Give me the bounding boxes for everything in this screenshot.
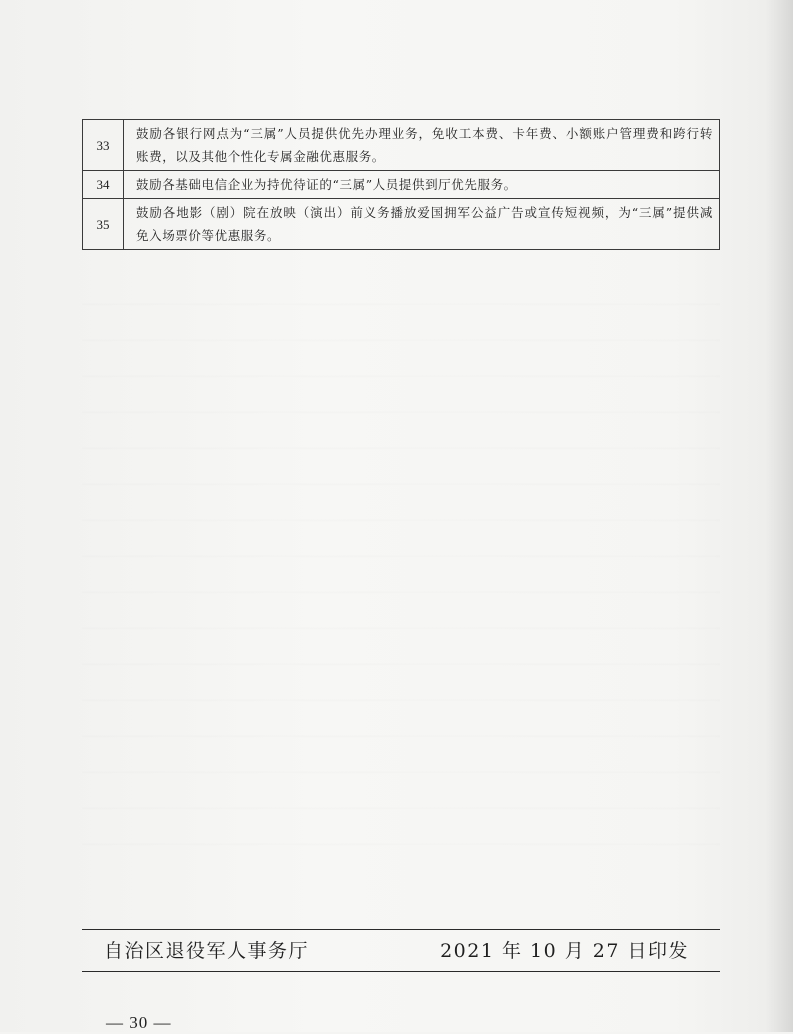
row-text: 鼓励各基础电信企业为持优待证的“三属”人员提供到厅优先服务。 bbox=[124, 171, 720, 199]
table-row bbox=[83, 199, 720, 250]
issue-date: 2021 年 10 月 27 日印发 bbox=[440, 940, 689, 962]
footer-bottom-rule bbox=[82, 971, 720, 972]
table-row bbox=[83, 171, 720, 199]
row-text: 鼓励各地影（剧）院在放映（演出）前义务播放爱国拥军公益广告或宣传短视频，为“三属”提供减免入场票价等优惠服务。 bbox=[124, 199, 720, 250]
benefits-table bbox=[82, 119, 720, 250]
show-through-texture bbox=[82, 270, 720, 870]
binding-shadow bbox=[765, 0, 793, 1032]
table-row bbox=[83, 120, 720, 171]
row-number: 35 bbox=[83, 199, 124, 250]
footer-top-rule bbox=[82, 929, 720, 930]
row-number: 33 bbox=[83, 120, 124, 171]
row-text: 鼓励各银行网点为“三属”人员提供优先办理业务，免收工本费、卡年费、小额账户管理费和跨行转账费，以及其他个性化专属金融优惠服务。 bbox=[124, 120, 720, 171]
row-number: 34 bbox=[83, 171, 124, 199]
page-number: — 30 — bbox=[106, 1013, 172, 1032]
issuer-name: 自治区退役军人事务厅 bbox=[104, 940, 310, 962]
